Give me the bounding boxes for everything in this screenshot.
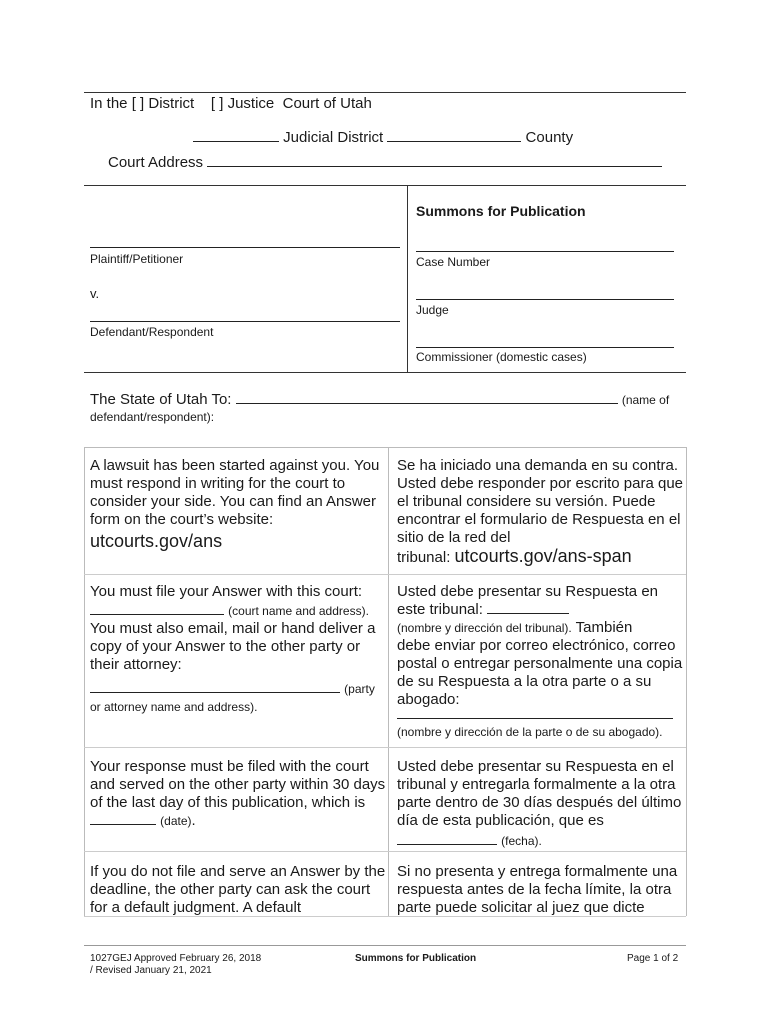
summons-title: Summons for Publication bbox=[416, 203, 586, 219]
state-line bbox=[90, 391, 669, 408]
court-address-line bbox=[108, 154, 662, 171]
english-p3 bbox=[90, 758, 386, 830]
tribunal-field[interactable] bbox=[487, 601, 569, 614]
spanish-p4 bbox=[397, 863, 683, 917]
answer-form-link[interactable]: utcourts.gov/ans bbox=[90, 531, 223, 551]
fecha-field[interactable] bbox=[397, 832, 497, 845]
answer-form-link-spanish[interactable]: utcourts.gov/ans-span bbox=[454, 546, 632, 566]
footer-page: Page 1 of 2 bbox=[627, 953, 679, 964]
party-name-field[interactable] bbox=[90, 680, 340, 693]
english-p3-a: Your response must be filed with the court and served on the other party within 30 days of the last day of this publication, which is bbox=[90, 758, 386, 811]
row-rule-2 bbox=[84, 747, 686, 748]
court-address-label: Court Address bbox=[108, 154, 204, 171]
judge-field[interactable] bbox=[416, 298, 674, 300]
english-p2-b: (court name and address). bbox=[228, 604, 369, 618]
commissioner-field[interactable] bbox=[416, 346, 674, 348]
spanish-p1 bbox=[397, 457, 683, 567]
state-line-suffix: (name of bbox=[621, 393, 670, 407]
footer-rule bbox=[84, 945, 686, 946]
spanish-p2-b: (nombre y dirección del tribunal). bbox=[397, 621, 572, 635]
district-label: District bbox=[148, 95, 195, 112]
english-p3-c: . bbox=[191, 812, 196, 829]
row-rule-1 bbox=[84, 574, 686, 575]
english-p2-d: (party bbox=[344, 682, 375, 696]
caption-bottom-rule bbox=[84, 372, 686, 373]
english-p2-c: You must also email, mail or hand deliver a copy of your Answer to the other party or their attorney: bbox=[90, 620, 376, 673]
versus-label: v. bbox=[90, 286, 100, 301]
spanish-p1-text: Se ha iniciado una demanda en su contra. Usted debe responder por escrito para que el tribunal considere su versión. Puede encontrar el formulario de Respuesta en el sitio de la red del bbox=[397, 457, 684, 546]
case-number-field[interactable] bbox=[416, 250, 674, 252]
state-line-suffix-2: defendant/respondent): bbox=[90, 410, 215, 424]
judge-label: Judge bbox=[416, 303, 449, 317]
court-name-field[interactable] bbox=[90, 602, 224, 615]
court-address-field[interactable] bbox=[207, 154, 662, 167]
footer-title: Summons for Publication bbox=[355, 953, 477, 964]
plaintiff-field[interactable] bbox=[90, 246, 400, 248]
defendant-name-field[interactable] bbox=[236, 391, 618, 404]
county-label: County bbox=[525, 129, 574, 146]
judicial-district-label: Judicial District bbox=[283, 129, 384, 146]
caption-divider bbox=[407, 185, 408, 372]
english-p3-b: (date) bbox=[160, 814, 192, 828]
spanish-p3-a: Usted debe presentar su Respuesta en el tribunal y entregarla formalmente a la otra parte dentro de 30 días después del último día de esta publicación, que es bbox=[397, 758, 682, 829]
case-number-label: Case Number bbox=[416, 255, 491, 269]
table-right-rule bbox=[686, 447, 687, 916]
header-rule bbox=[84, 185, 686, 186]
abogado-field[interactable] bbox=[397, 717, 673, 719]
spanish-p2-b2: También bbox=[575, 619, 633, 636]
english-p1-text: A lawsuit has been started against you. You must respond in writing for the court to consider your side. You can find an Answer form on the court’s website: bbox=[90, 457, 380, 528]
spanish-p3 bbox=[397, 758, 683, 850]
english-p4 bbox=[90, 863, 386, 917]
english-p2-a: You must file your Answer with this court: bbox=[90, 583, 363, 600]
plaintiff-label: Plaintiff/Petitioner bbox=[90, 252, 184, 266]
table-top-rule bbox=[84, 447, 686, 448]
footer-revised: / Revised January 21, 2021 bbox=[90, 965, 212, 976]
defendant-label: Defendant/Respondent bbox=[90, 325, 214, 339]
county-field[interactable] bbox=[387, 129, 521, 142]
judicial-district-line bbox=[193, 129, 573, 146]
table-mid-rule bbox=[388, 447, 389, 916]
spanish-p2-a: Usted debe presentar su Respuesta en este tribunal: bbox=[397, 583, 658, 618]
judicial-district-field[interactable] bbox=[193, 129, 279, 142]
table-left-rule bbox=[84, 447, 85, 916]
court-of-utah: Court of Utah bbox=[282, 95, 372, 112]
court-line bbox=[90, 95, 372, 112]
state-line-prefix: The State of Utah To: bbox=[90, 391, 232, 408]
footer-form-id: 1027GEJ Approved February 26, 2018 bbox=[90, 953, 262, 964]
justice-label: Justice bbox=[227, 95, 275, 112]
justice-checkbox[interactable]: [ ] bbox=[210, 95, 224, 112]
english-p2 bbox=[90, 583, 386, 716]
spanish-p2 bbox=[397, 583, 683, 741]
court-line-prefix: In the bbox=[90, 95, 128, 112]
row-rule-3 bbox=[84, 851, 686, 852]
english-p4-text: If you do not file and serve an Answer by the deadline, the other party can ask the court for a default judgment. A default bbox=[90, 863, 386, 916]
spanish-p4-text: Si no presenta y entrega formalmente una respuesta antes de la fecha límite, la otra parte puede solicitar al juez que dicte bbox=[397, 863, 678, 916]
english-p2-e: or attorney name and address). bbox=[90, 700, 258, 714]
commissioner-label: Commissioner (domestic cases) bbox=[416, 350, 587, 364]
spanish-p2-c: debe enviar por correo electrónico, correo postal o entregar personalmente una copia de su Respuesta a la otra parte o a su abogado: bbox=[397, 637, 683, 708]
date-field[interactable] bbox=[90, 812, 156, 825]
defendant-field[interactable] bbox=[90, 320, 400, 322]
english-p1 bbox=[90, 457, 386, 550]
spanish-p2-d: (nombre y dirección de la parte o de su abogado). bbox=[397, 725, 663, 739]
spanish-p3-b: (fecha). bbox=[501, 834, 542, 848]
top-rule bbox=[84, 92, 686, 93]
district-checkbox[interactable]: [ ] bbox=[131, 95, 145, 112]
spanish-p1-tail: tribunal: bbox=[397, 549, 451, 566]
